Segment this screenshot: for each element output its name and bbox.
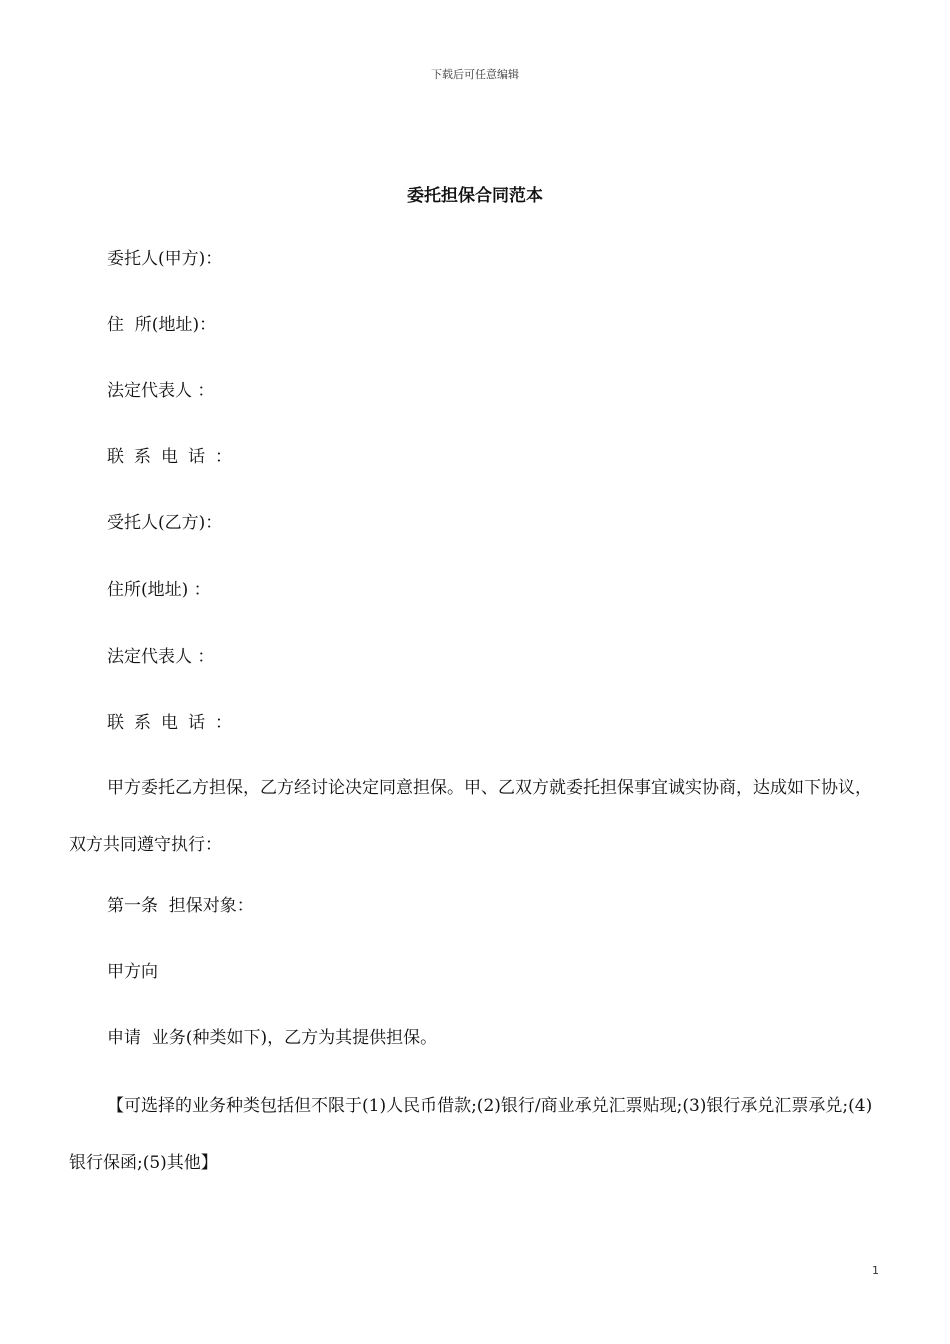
party-b-phone-label: 联系电话： [107,713,242,733]
article-1-line-1: 甲方向 [107,962,158,982]
party-a-address-label: 住 所(地址)： [107,315,217,335]
party-a-phone-label: 联系电话： [107,447,242,467]
party-b-legal-rep-label: 法定代表人 ： [107,647,215,667]
article-1-options-text: 【可选择的业务种类包括但不限于(1)人民币借款;(2)银行/商业承兑汇票贴现;(3)银行承兑汇票承兑;(4)银行保函;(5)其他】 [69,1096,873,1173]
party-b-trustee-label: 受托人(乙方)： [107,513,223,533]
intro-paragraph-text: 甲方委托乙方担保，乙方经讨论决定同意担保。甲、乙双方就委托担保事宜诚实协商，达成如下协议，双方共同遵守执行： [69,778,872,855]
party-a-principal-label: 委托人(甲方)： [107,249,223,269]
article-1-heading: 第一条 担保对象： [107,896,254,916]
article-1-options [69,1078,877,1192]
party-a-legal-rep-label: 法定代表人 ： [107,381,215,401]
party-b-address-label: 住所(地址) ： [107,580,211,600]
intro-paragraph [69,760,877,874]
document-title: 委托担保合同范本 [407,186,543,206]
header-note: 下载后可任意编辑 [431,68,519,81]
page-number: 1 [872,1264,879,1277]
article-1-line-2: 申请 业务(种类如下)，乙方为其提供担保。 [107,1028,438,1048]
